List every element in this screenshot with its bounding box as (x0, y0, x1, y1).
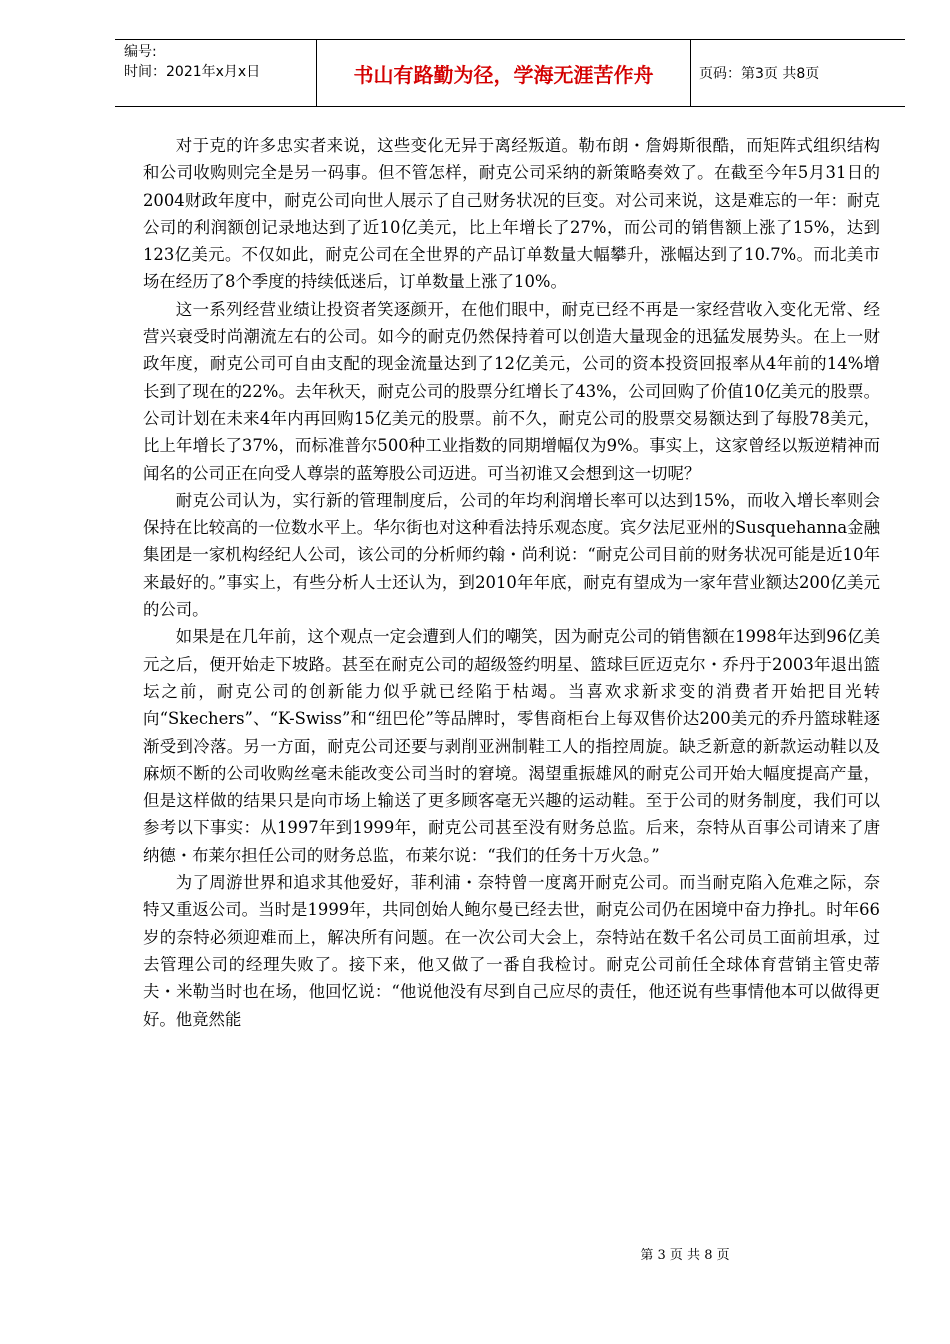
header-page-code: 页码：第3页 共8页 (699, 66, 820, 82)
header-meta (115, 40, 317, 106)
footer-page-number: 第 3 页 共 8 页 (640, 1248, 730, 1263)
paragraph: 这一系列经营业绩让投资者笑逐颜开，在他们眼中，耐克已经不再是一家经营收入变化无常、经营兴衰受时尚潮流左右的公司。如今的耐克仍然保持着可以创造大量现金的迅猛发展势头。在上一财政年度，耐克公司可自由支配的现金流量达到了12亿美元，公司的资本投资回报率从4年前的14%增长到了现在的22%。去年秋天，耐克公司的股票分红增长了43%，公司回购了价值10亿美元的股票。公司计划在未来4年内再回购15亿美元的股票。前不久，耐克公司的股票交易额达到了每股78美元，比上年增长了37%，而标准普尔500种工业指数的同期增幅仅为9%。事实上，这家曾经以叛逆精神而闻名的公司正在向受人尊崇的蓝筹股公司迈进。可当初谁又会想到这一切呢？ (143, 299, 880, 483)
page-footer (0, 1244, 950, 1263)
paragraph: 为了周游世界和追求其他爱好，菲利浦・奈特曾一度离开耐克公司。而当耐克陷入危难之际，奈特又重返公司。当时是1999年，共同创始人鲍尔曼已经去世，耐克公司仍在困境中奋力挣扎。时年66岁的奈特必须迎难而上，解决所有问题。在一次公司大会上，奈特站在数千名公司员工面前坦承，过去管理公司的经理失败了。接下来，他又做了一番自我检讨。耐克公司前任全球体育营销主管史蒂夫・米勒当时也在场，他回忆说：“他说他没有尽到自己应尽的责任，他还说有些事情他本可以做得更好。他竟然能 (143, 873, 880, 1029)
document-body (143, 132, 880, 1033)
page-header (115, 39, 905, 107)
header-motto: 书山有路勤为径，学海无涯苦作舟 (317, 40, 691, 106)
document-time-label: 时间：2021年x月x日 (124, 64, 261, 80)
paragraph: 如果是在几年前，这个观点一定会遭到人们的嘲笑，因为耐克公司的销售额在1998年达到96亿美元之后，便开始走下坡路。甚至在耐克公司的超级签约明星、篮球巨匠迈克尔・乔丹于2003年退出篮坛之前，耐克公司的创新能力似乎就已经陷于枯竭。当喜欢求新求变的消费者开始把目光转向“Skechers”、“K-Swiss”和“纽巴伦”等品牌时，零售商柜台上每双售价达200美元的乔丹篮球鞋逐渐受到冷落。另一方面，耐克公司还要与剥削亚洲制鞋工人的指控周旋。缺乏新意的新款运动鞋以及麻烦不断的公司收购丝毫未能改变公司当时的窘境。渴望重振雄风的耐克公司开始大幅度提高产量，但是这样做的结果只是向市场上输送了更多顾客毫无兴趣的运动鞋。至于公司的财务制度，我们可以参考以下事实：从1997年到1999年，耐克公司甚至没有财务总监。后来，奈特从百事公司请来了唐纳德・布莱尔担任公司的财务总监，布莱尔说：“我们的任务十万火急。” (143, 627, 880, 865)
paragraph: 耐克公司认为，实行新的管理制度后，公司的年均利润增长率可以达到15%，而收入增长率则会保持在比较高的一位数水平上。华尔街也对这种看法持乐观态度。宾夕法尼亚州的Susquehanna金融集团是一家机构经纪人公司，该公司的分析师约翰・尚利说：“耐克公司目前的财务状况可能是近10年来最好的。”事实上，有些分析人士还认为，到2010年年底，耐克有望成为一家年营业额达200亿美元的公司。 (143, 490, 880, 620)
document-number-label: 编号: (124, 44, 157, 60)
paragraph: 对于克的许多忠实者来说，这些变化无异于离经叛道。勒布朗・詹姆斯很酷，而矩阵式组织结构和公司收购则完全是另一码事。但不管怎样，耐克公司采纳的新策略奏效了。在截至今年5月31日的2004财政年度中，耐克公司向世人展示了自己财务状况的巨变。对公司来说，这是难忘的一年：耐克公司的利润额创记录地达到了近10亿美元，比上年增长了27%，而公司的销售额上涨了15%，达到123亿美元。不仅如此，耐克公司在全世界的产品订单数量大幅攀升，涨幅达到了10.7%。而北美市场在经历了8个季度的持续低迷后，订单数量上涨了10%。 (143, 136, 880, 292)
